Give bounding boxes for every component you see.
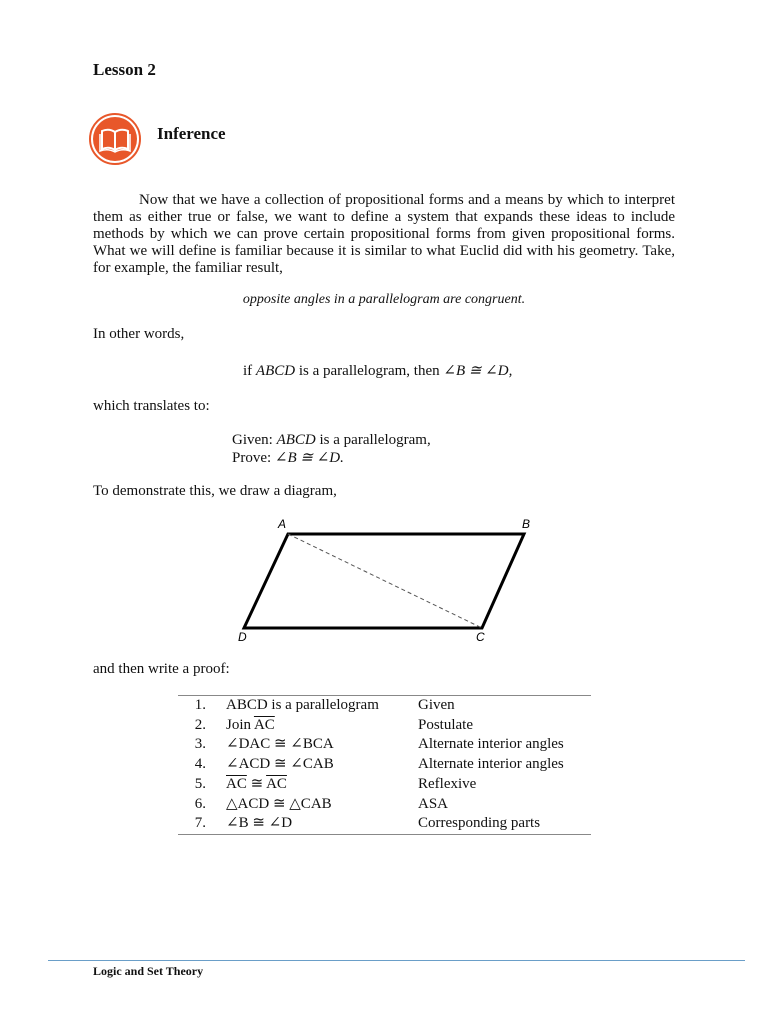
section-title: Inference <box>157 124 226 143</box>
lesson-title: Lesson 2 <box>93 60 156 79</box>
then-proof-text: and then write a proof: <box>93 661 230 677</box>
table-row: 6. △ACD ≅ △CAB ASA <box>194 795 449 812</box>
parallelogram-diagram <box>232 514 552 648</box>
in-other-words-text: In other words, <box>93 326 185 342</box>
statement-line: if ABCD is a parallelogram, then ∠B ≅ ∠D, <box>243 363 513 379</box>
prove-line: Prove: ∠B ≅ ∠D. <box>232 450 344 466</box>
diagonal-ac <box>288 534 482 628</box>
demonstrate-text: To demonstrate this, we draw a diagram, <box>93 483 337 499</box>
table-row: 2. Join $\overline{AC}$ Postulate <box>194 716 473 733</box>
intro-paragraph: Now that we have a collection of propositional forms and a means by which to interpret them as either true or false, we want to define a system that expands these ideas to include methods by which we can prove certain propositional forms from given propositional forms. What we will define is familiar because it is similar to what Euclid did with his geometry. Take, for example, the familiar result, <box>93 192 675 276</box>
translates-text: which translates to: <box>93 398 210 414</box>
table-row: 5. $\overline{AC}$ ≅ $\overline{AC}$ Reflexive <box>194 775 477 792</box>
footer-divider <box>48 960 745 961</box>
label-b: B <box>522 517 531 531</box>
table-row: 7. ∠B ≅ ∠D Corresponding parts <box>194 815 541 832</box>
table-row: 1. ABCD is a parallelogram Given <box>194 697 455 713</box>
footer-text: Logic and Set Theory <box>93 964 204 978</box>
label-c: C <box>476 630 485 644</box>
label-d: D <box>238 630 247 644</box>
quoted-result: opposite angles in a parallelogram are congruent. <box>242 292 526 307</box>
proof-table <box>178 695 591 835</box>
label-a: A <box>278 517 287 531</box>
given-line: Given: ABCD is a parallelogram, <box>232 432 431 448</box>
given-prove-block <box>232 431 431 467</box>
table-row: 4. ∠ACD ≅ ∠CAB Alternate interior angles <box>194 756 564 773</box>
table-row: 3. ∠DAC ≅ ∠BCA Alternate interior angles <box>194 736 564 753</box>
book-icon <box>83 112 147 166</box>
